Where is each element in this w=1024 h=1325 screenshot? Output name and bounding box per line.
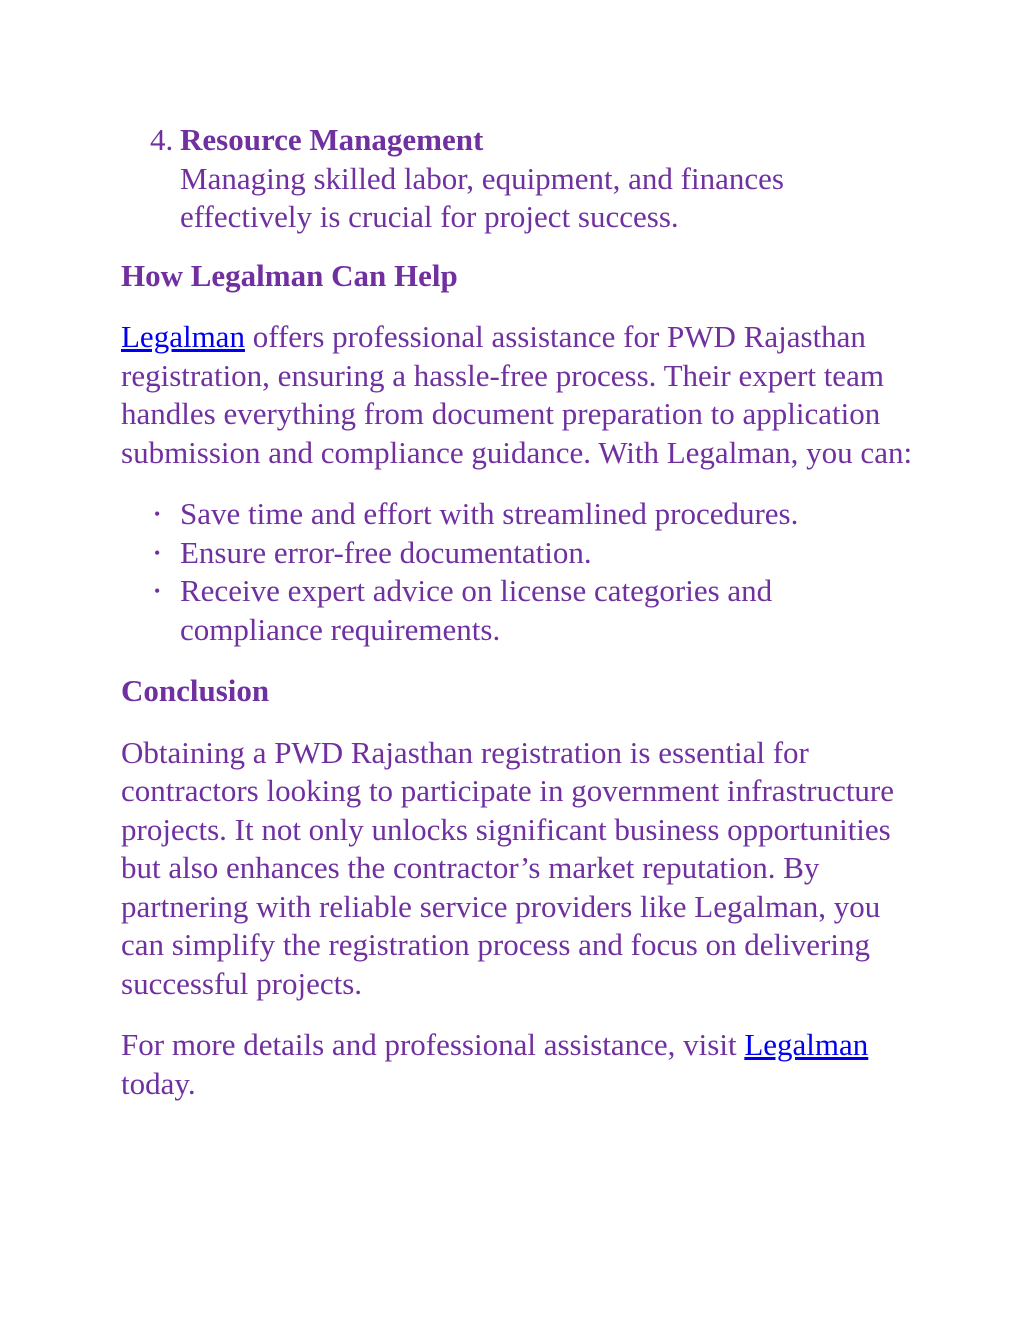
- list-number: 4.: [150, 122, 174, 157]
- conclusion-paragraph: Obtaining a PWD Rajasthan registration is essential for contractors looking to participate in government infrastructure projects. It not only unlocks significant business opportunities but also enhances the contractor’s market reputation. By partnering with reliable service providers like Legalman, you can simplify the registration process and focus on delivering successful projects.: [121, 734, 895, 1001]
- bullet-text: Ensure error-free documentation.: [180, 534, 592, 570]
- section-heading-help: How Legalman Can Help: [121, 257, 458, 293]
- list-item: [121, 495, 921, 534]
- closing-text-prefix: For more details and professional assistance, visit: [121, 1027, 745, 1062]
- list-item: [121, 534, 921, 573]
- numbered-list-item: [121, 121, 921, 237]
- document-content: [121, 121, 921, 1126]
- legalman-link[interactable]: Legalman: [121, 319, 245, 354]
- help-paragraph-text: offers professional assistance for PWD Rajasthan registration, ensuring a hassle-free process. Their expert team handles everything from document preparation to application submission and compliance guidance. With Legalman, you can:: [121, 319, 913, 470]
- bullet-icon: •: [154, 581, 161, 601]
- legalman-link-closing[interactable]: Legalman: [744, 1027, 869, 1062]
- closing-text-suffix: today.: [121, 1065, 196, 1101]
- help-paragraph: [121, 318, 921, 472]
- bullet-icon: •: [154, 542, 161, 563]
- benefits-list: [121, 495, 921, 649]
- section-heading-conclusion: Conclusion: [121, 673, 270, 708]
- list-item-body: Managing skilled labor, equipment, and finances effectively is crucial for project success.: [180, 160, 784, 234]
- list-item-title: Resource Management: [180, 122, 484, 157]
- bullet-icon: •: [154, 504, 161, 524]
- list-item: [121, 572, 921, 649]
- bullet-text: Save time and effort with streamlined procedures.: [180, 496, 799, 531]
- bullet-text: Receive expert advice on license categories and compliance requirements.: [180, 573, 773, 647]
- closing-paragraph: [121, 1026, 921, 1103]
